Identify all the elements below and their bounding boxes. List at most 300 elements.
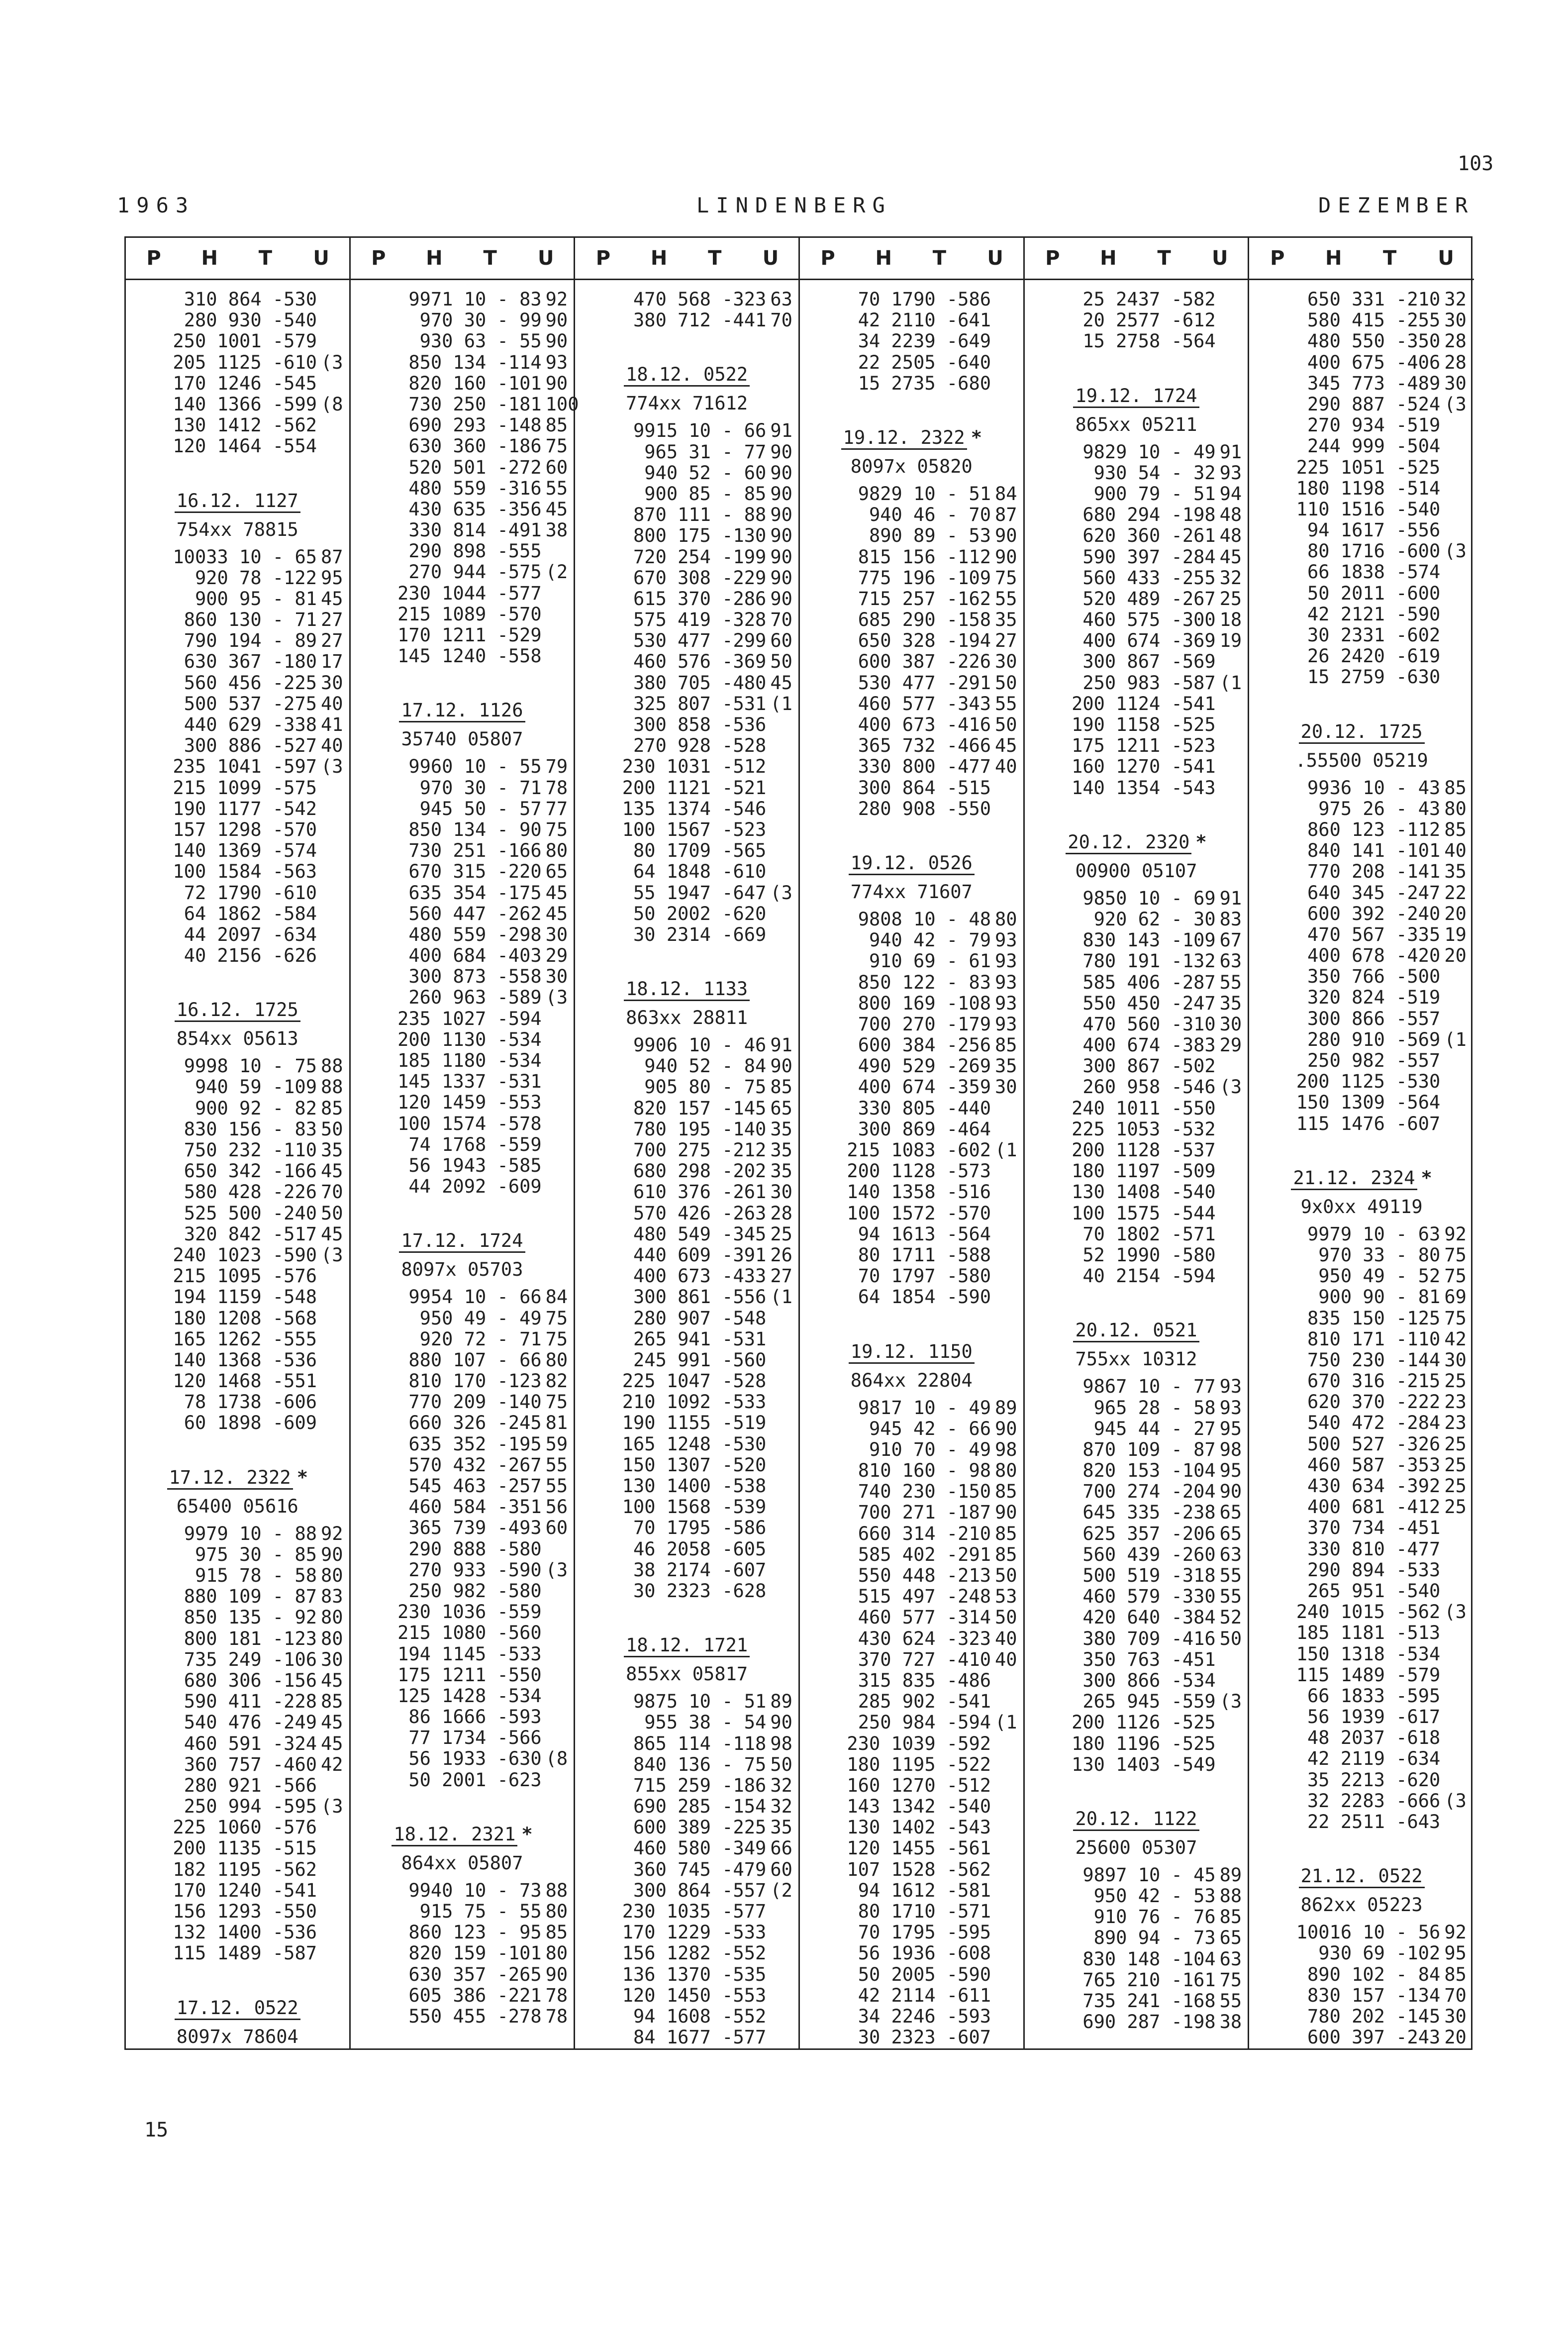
- row-values: 890 94 - 73: [1093, 1927, 1216, 1949]
- row-humidity: 45: [321, 1160, 343, 1182]
- row-humidity: 65: [1219, 1927, 1242, 1949]
- table-row: [575, 1560, 798, 1581]
- sounding-date-line: [1249, 1865, 1474, 1887]
- row-humidity: 55: [1219, 1586, 1242, 1608]
- table-row: [1249, 799, 1474, 819]
- sounding-date-line: [126, 490, 349, 511]
- row-values: 400 674 -369: [1082, 630, 1216, 652]
- row-humidity: 60: [770, 630, 792, 652]
- row-values: 84 1677 -577: [633, 2027, 767, 2048]
- row-values: 77 1734 -566: [408, 1727, 542, 1749]
- sounding-section: [575, 289, 798, 331]
- row-humidity: 30: [545, 966, 568, 988]
- table-row: [1025, 1586, 1248, 1607]
- table-row: [1025, 547, 1248, 568]
- column-header: [800, 238, 1023, 280]
- table-row: [351, 520, 574, 541]
- row-values: 440 609 -391: [633, 1244, 767, 1266]
- row-humidity: 18: [1219, 609, 1242, 631]
- row-humidity: 50: [995, 1565, 1017, 1586]
- column-header-label: P: [371, 247, 386, 270]
- table-row: [575, 2027, 798, 2048]
- table-row: [1249, 945, 1474, 966]
- row-values: 50 2001 -623: [408, 1769, 542, 1791]
- row-values: 460 577 -343: [858, 693, 991, 714]
- row-values: 975 26 - 43: [1318, 798, 1441, 819]
- table-row: [351, 840, 574, 861]
- row-values: 170 1246 -545: [173, 372, 317, 394]
- table-row: [351, 1985, 574, 2006]
- sounding-date: 19.12. 2322: [841, 427, 967, 450]
- table-row: [800, 651, 1023, 672]
- column-header-label: H: [201, 247, 218, 270]
- table-row: [351, 1560, 574, 1581]
- table-row: [1025, 1628, 1248, 1649]
- row-humidity: 32: [1219, 567, 1242, 589]
- table-row: [351, 1901, 574, 1922]
- table-row: [1249, 457, 1474, 478]
- sounding-header: [800, 423, 1023, 484]
- row-values: 70 1795 -586: [633, 1517, 767, 1539]
- row-humidity: 45: [770, 672, 792, 694]
- station-code: 8097x 78604: [176, 2026, 298, 2047]
- table-row: [575, 1077, 798, 1098]
- column-header-label: U: [1212, 247, 1228, 270]
- row-values: 600 392 -240: [1307, 903, 1441, 924]
- row-values: 230 1031 -512: [622, 756, 767, 778]
- sounding-header: [575, 974, 798, 1035]
- table-row: [126, 714, 349, 735]
- row-humidity: 63: [770, 289, 792, 310]
- row-values: 9817 10 - 49: [858, 1397, 991, 1419]
- row-humidity: 28: [1444, 351, 1467, 373]
- table-row: [1249, 1266, 1474, 1287]
- row-humidity: 20: [1444, 903, 1467, 924]
- row-values: 80 1709 -565: [633, 840, 767, 862]
- table-row: [800, 505, 1023, 525]
- row-humidity: 32: [1444, 289, 1467, 310]
- sounding-date: 18.12. 1721: [624, 1634, 750, 1657]
- row-humidity: 60: [545, 456, 568, 478]
- table-row: [126, 1691, 349, 1712]
- row-values: 400 674 -383: [1082, 1034, 1216, 1056]
- sounding-date: 20.12. 1725: [1299, 721, 1425, 744]
- row-values: 290 898 -555: [408, 540, 542, 562]
- table-row: [575, 1056, 798, 1077]
- table-row: [1249, 541, 1474, 562]
- row-values: 570 426 -263: [633, 1202, 767, 1224]
- table-row: [126, 310, 349, 331]
- table-row: [1025, 1991, 1248, 2012]
- row-values: 615 370 -286: [633, 588, 767, 610]
- sounding-date-line: [351, 1824, 574, 1845]
- table-row: [575, 1817, 798, 1838]
- row-values: 820 153 -104: [1082, 1460, 1216, 1482]
- table-row: [351, 1727, 574, 1748]
- row-values: 44 2097 -634: [184, 923, 317, 945]
- row-humidity: 32: [770, 1774, 792, 1796]
- table-row: [800, 1287, 1023, 1308]
- row-values: 143 1342 -540: [847, 1796, 991, 1818]
- sounding-section: [1025, 289, 1248, 352]
- sounding-header: [1025, 1804, 1248, 1865]
- row-values: 9808 10 - 48: [858, 908, 991, 930]
- table-row: [1249, 1413, 1474, 1433]
- table-row: [575, 883, 798, 904]
- row-humidity: 27: [995, 630, 1017, 652]
- table-row: [1025, 1203, 1248, 1224]
- table-row: [1025, 778, 1248, 799]
- sounding-date-line: [351, 1230, 574, 1251]
- row-humidity: 89: [1219, 1864, 1242, 1886]
- table-row: [1025, 1949, 1248, 1970]
- row-humidity: 35: [770, 1139, 792, 1161]
- table-row: [126, 840, 349, 861]
- row-values: 265 941 -531: [633, 1328, 767, 1350]
- table-row: [351, 604, 574, 625]
- table-row: [1025, 1502, 1248, 1523]
- table-row: [1249, 819, 1474, 840]
- row-values: 125 1428 -534: [397, 1685, 542, 1707]
- sounding-section: [351, 1226, 574, 1791]
- row-values: 56 1936 -608: [858, 1942, 991, 1964]
- table-row: [1249, 1050, 1474, 1071]
- row-humidity: (2: [545, 561, 568, 583]
- row-humidity: 65: [1219, 1523, 1242, 1544]
- row-values: 860 130 - 71: [184, 609, 317, 631]
- row-values: 945 42 - 66: [869, 1418, 991, 1439]
- table-row: [800, 1524, 1023, 1544]
- row-humidity: 93: [1219, 1397, 1242, 1419]
- row-humidity: 30: [770, 1181, 792, 1203]
- row-values: 310 864 -530: [184, 289, 317, 310]
- table-row: [800, 1419, 1023, 1439]
- sounding-header: [575, 1630, 798, 1691]
- row-values: 215 1099 -575: [173, 777, 317, 799]
- row-values: 920 72 - 71: [419, 1328, 542, 1350]
- row-values: 645 335 -238: [1082, 1502, 1216, 1524]
- table-row: [1025, 1245, 1248, 1266]
- row-values: 9979 10 - 88: [184, 1523, 317, 1544]
- table-row: [575, 1413, 798, 1433]
- row-values: 9906 10 - 46: [633, 1034, 767, 1056]
- column-header-label: T: [1382, 247, 1397, 270]
- column-header-label: T: [932, 247, 947, 270]
- row-values: 100 1572 -570: [847, 1202, 991, 1224]
- sounding-section: [575, 360, 798, 945]
- table-row: [575, 463, 798, 484]
- row-values: 570 432 -267: [408, 1454, 542, 1476]
- table-row: [575, 1922, 798, 1943]
- sounding-header: [1249, 1861, 1474, 1922]
- table-row: [1025, 930, 1248, 951]
- row-values: 145 1337 -531: [397, 1071, 542, 1093]
- row-values: 30 2323 -607: [858, 2027, 991, 2048]
- row-humidity: (1: [770, 693, 792, 714]
- row-values: 130 1403 -549: [1072, 1753, 1216, 1775]
- table-row: [1249, 1644, 1474, 1665]
- table-row: [800, 1796, 1023, 1817]
- row-values: 560 439 -260: [1082, 1543, 1216, 1565]
- table-row: [800, 1775, 1023, 1796]
- row-humidity: 82: [545, 1370, 568, 1392]
- table-row: [1249, 1476, 1474, 1497]
- row-humidity: 85: [1444, 777, 1467, 799]
- table-row: [1025, 756, 1248, 777]
- row-values: 580 428 -226: [184, 1181, 317, 1203]
- row-humidity: 40: [321, 735, 343, 757]
- sounding-date-line: [575, 364, 798, 385]
- row-values: 670 315 -220: [408, 861, 542, 883]
- table-row: [575, 1539, 798, 1560]
- row-values: 770 209 -140: [408, 1391, 542, 1413]
- sounding-header: [351, 696, 574, 756]
- row-values: 800 175 -130: [633, 525, 767, 547]
- table-row: [800, 310, 1023, 331]
- table-row: [1249, 1308, 1474, 1329]
- row-values: 460 584 -351: [408, 1496, 542, 1518]
- table-row: [351, 499, 574, 520]
- row-values: 230 1036 -559: [397, 1601, 542, 1623]
- row-values: 300 866 -557: [1307, 1008, 1441, 1029]
- table-row: [1249, 2006, 1474, 2027]
- table-row: [1025, 1140, 1248, 1161]
- row-humidity: (3: [545, 987, 568, 1009]
- row-humidity: 90: [995, 525, 1017, 547]
- row-values: 670 308 -229: [633, 567, 767, 589]
- row-values: 130 1400 -538: [622, 1475, 767, 1497]
- row-values: 140 1369 -574: [173, 840, 317, 862]
- row-values: 660 314 -210: [858, 1523, 991, 1544]
- row-values: 905 80 - 75: [644, 1076, 767, 1098]
- row-humidity: (8: [545, 1748, 568, 1770]
- table-row: [126, 1775, 349, 1796]
- row-humidity: 75: [545, 435, 568, 457]
- table-row: [1249, 352, 1474, 373]
- row-values: 700 270 -179: [858, 1013, 991, 1035]
- row-values: 9829 10 - 49: [1082, 441, 1216, 463]
- row-values: 780 202 -145: [1307, 2005, 1441, 2027]
- row-values: 680 306 -156: [184, 1669, 317, 1691]
- row-values: 225 1053 -532: [1072, 1118, 1216, 1140]
- row-humidity: 70: [1444, 1984, 1467, 2006]
- row-values: 620 370 -222: [1307, 1391, 1441, 1413]
- table-row: [1025, 1754, 1248, 1775]
- row-values: 115 1476 -607: [1296, 1113, 1441, 1134]
- row-values: 945 44 - 27: [1093, 1418, 1216, 1439]
- row-values: 770 208 -141: [1307, 861, 1441, 883]
- column-header-label: T: [1157, 247, 1171, 270]
- table-row: [126, 1880, 349, 1901]
- table-row: [1025, 610, 1248, 630]
- table-row: [1025, 1182, 1248, 1203]
- table-row: [1249, 1560, 1474, 1581]
- row-values: 970 30 - 99: [419, 309, 542, 331]
- row-humidity: 38: [545, 519, 568, 541]
- row-values: 64 1854 -590: [858, 1286, 991, 1308]
- row-humidity: 27: [321, 630, 343, 652]
- table-row: [800, 714, 1023, 735]
- row-values: 9867 10 - 77: [1082, 1376, 1216, 1398]
- table-row: [351, 1071, 574, 1092]
- table-row: [351, 289, 574, 310]
- table-row: [1025, 1266, 1248, 1287]
- row-humidity: 53: [995, 1586, 1017, 1608]
- sounding-section: [1249, 1163, 1474, 1832]
- table-row: [800, 1014, 1023, 1035]
- row-values: 34 2246 -593: [858, 2005, 991, 2027]
- table-row: [351, 1009, 574, 1029]
- row-humidity: 25: [1219, 588, 1242, 610]
- row-values: 970 33 - 80: [1318, 1244, 1441, 1266]
- table-row: [1025, 1970, 1248, 1991]
- row-values: 175 1211 -550: [397, 1664, 542, 1686]
- table-row: [1025, 1691, 1248, 1712]
- row-values: 94 1617 -556: [1307, 519, 1441, 541]
- table-row: [575, 1392, 798, 1413]
- row-values: 690 287 -198: [1082, 2011, 1216, 2033]
- sounding-date-line: [800, 852, 1023, 874]
- row-humidity: 70: [770, 309, 792, 331]
- table-row: [351, 904, 574, 924]
- table-row: [1249, 1287, 1474, 1308]
- row-humidity: 67: [1219, 929, 1242, 951]
- sounding-date-line: [1025, 385, 1248, 406]
- row-humidity: (3: [321, 351, 343, 373]
- row-values: 9979 10 - 63: [1307, 1223, 1441, 1245]
- table-row: [1025, 993, 1248, 1014]
- row-humidity: 40: [995, 756, 1017, 778]
- row-values: 180 1197 -509: [1072, 1160, 1216, 1182]
- table-row: [575, 2006, 798, 2027]
- table-row: [351, 799, 574, 819]
- sounding-header: [800, 848, 1023, 909]
- table-row: [800, 373, 1023, 394]
- row-humidity: (1: [770, 1286, 792, 1308]
- row-values: 9829 10 - 51: [858, 483, 991, 505]
- sounding-table: [124, 236, 1472, 2050]
- row-values: 132 1400 -536: [173, 1922, 317, 1943]
- row-humidity: 30: [1444, 1349, 1467, 1371]
- row-humidity: 85: [995, 1034, 1017, 1056]
- sounding-date: 21.12. 2324: [1291, 1167, 1417, 1190]
- table-row: [575, 1943, 798, 1964]
- table-row: [126, 1413, 349, 1433]
- row-humidity: 85: [770, 1076, 792, 1098]
- table-row: [126, 547, 349, 568]
- row-values: 930 63 - 55: [419, 330, 542, 352]
- sounding-header: [126, 1463, 349, 1524]
- table-row: [800, 352, 1023, 373]
- table-row: [1249, 520, 1474, 541]
- table-row: [126, 904, 349, 924]
- table-row: [800, 951, 1023, 972]
- row-values: 225 1060 -576: [173, 1817, 317, 1838]
- row-values: 870 109 - 87: [1082, 1438, 1216, 1460]
- row-values: 940 52 - 84: [644, 1055, 767, 1077]
- sounding-section: [1025, 1804, 1248, 2033]
- table-row: [1025, 1077, 1248, 1098]
- row-values: 940 46 - 70: [869, 504, 991, 526]
- row-humidity: 55: [995, 588, 1017, 610]
- sounding-section: [800, 1337, 1023, 2048]
- row-values: 270 933 -590: [408, 1559, 542, 1581]
- row-values: 100 1584 -563: [173, 861, 317, 883]
- station-code: 754xx 78815: [176, 518, 298, 540]
- table-row: [1249, 1371, 1474, 1392]
- table-row: [575, 1329, 798, 1350]
- row-humidity: 78: [545, 2005, 568, 2027]
- row-values: 160 1270 -512: [847, 1774, 991, 1796]
- row-humidity: 100: [545, 393, 579, 415]
- row-humidity: 63: [1219, 950, 1242, 972]
- table-row: [1249, 1497, 1474, 1518]
- row-humidity: 75: [1219, 1969, 1242, 1991]
- table-row: [1025, 463, 1248, 484]
- table-row: [126, 1859, 349, 1880]
- row-values: 42 2119 -634: [1307, 1748, 1441, 1770]
- table-row: [575, 819, 798, 840]
- sounding-header: [1249, 1163, 1474, 1224]
- row-values: 34 2239 -649: [858, 330, 991, 352]
- sounding-header: [1025, 381, 1248, 442]
- table-row: [800, 1203, 1023, 1224]
- table-row: [126, 568, 349, 589]
- row-humidity: 85: [545, 1922, 568, 1943]
- column-body: [126, 280, 349, 2054]
- table-row: [800, 1880, 1023, 1901]
- row-humidity: 25: [1444, 1370, 1467, 1392]
- table-row: [1025, 1119, 1248, 1140]
- row-humidity: 75: [545, 818, 568, 840]
- row-values: 300 858 -536: [633, 714, 767, 735]
- row-humidity: 85: [995, 1481, 1017, 1503]
- row-values: 500 519 -318: [1082, 1565, 1216, 1586]
- row-values: 72 1790 -610: [184, 882, 317, 904]
- table-row: [1249, 1245, 1474, 1266]
- row-values: 965 28 - 58: [1093, 1397, 1216, 1419]
- row-values: 240 1015 -562: [1296, 1601, 1441, 1623]
- row-values: 850 134 - 90: [408, 818, 542, 840]
- row-humidity: (1: [1444, 1028, 1467, 1050]
- row-humidity: 85: [1219, 1906, 1242, 1928]
- table-row: [575, 568, 798, 589]
- row-values: 140 1368 -536: [173, 1349, 317, 1371]
- table-row: [126, 861, 349, 882]
- sounding-section: [1025, 827, 1248, 1287]
- row-values: 860 123 -112: [1307, 818, 1441, 840]
- row-humidity: 63: [1219, 1543, 1242, 1565]
- table-row: [126, 1203, 349, 1224]
- table-row: [126, 1754, 349, 1775]
- row-values: 120 1459 -553: [397, 1092, 542, 1114]
- sounding-header: [351, 1820, 574, 1880]
- row-values: 22 2505 -640: [858, 351, 991, 373]
- table-row: [800, 1712, 1023, 1733]
- table-row: [1025, 714, 1248, 735]
- table-row: [1025, 1886, 1248, 1907]
- row-values: 735 241 -168: [1082, 1990, 1216, 2012]
- row-values: 140 1366 -599: [173, 393, 317, 415]
- row-values: 810 170 -123: [408, 1370, 542, 1392]
- table-row: [575, 778, 798, 799]
- row-humidity: 30: [1444, 372, 1467, 394]
- table-row: [575, 735, 798, 756]
- row-values: 680 294 -198: [1082, 504, 1216, 526]
- table-row: [126, 1670, 349, 1691]
- row-values: 42 2110 -641: [858, 309, 991, 331]
- row-values: 9850 10 - 69: [1082, 887, 1216, 909]
